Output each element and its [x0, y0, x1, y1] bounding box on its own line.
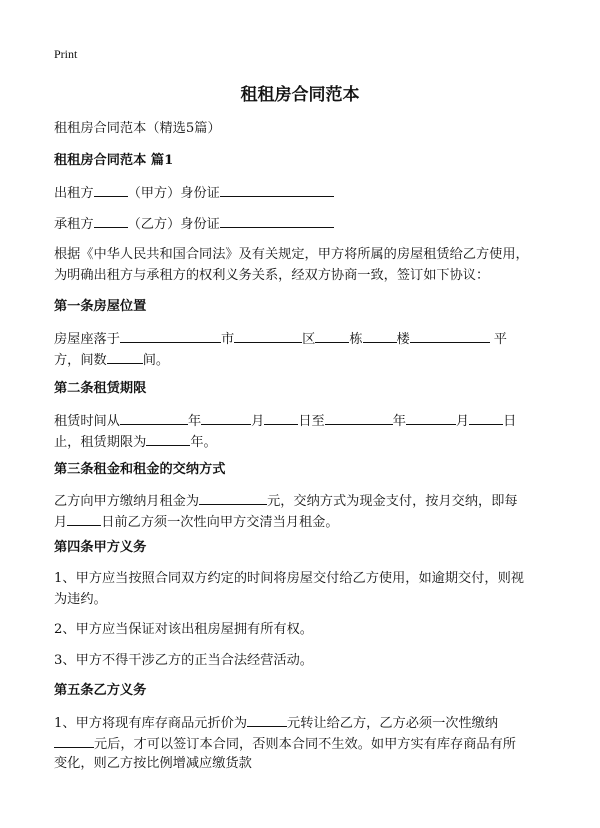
article3-line-1: 乙方向甲方缴纳月租金为 元，交纳方式为现金支付，按月交纳，即每 — [54, 494, 518, 509]
monthly-rent-blank — [199, 492, 267, 505]
rooms-blank — [107, 351, 143, 364]
article1-line-1: 房屋座落于 市 区 栋 楼 平 — [54, 332, 507, 347]
print-label: Print — [54, 47, 78, 61]
intro-line-1: 根据《中华人民共和国合同法》及有关规定，甲方将所属的房屋租赁给乙方使用， — [54, 247, 529, 262]
article3-heading: 第三条租金和租金的交纳方式 — [54, 462, 226, 477]
lessee-party: （乙方）身份证 — [127, 217, 220, 232]
end-day-blank — [469, 412, 503, 425]
payment-amount-blank — [54, 735, 94, 748]
payment-day-blank — [67, 513, 101, 526]
article2-heading: 第二条租赁期限 — [54, 381, 147, 396]
document-subtitle: 租租房合同范本（精选5篇） — [54, 121, 221, 136]
section-title: 租租房合同范本 篇1 — [54, 153, 174, 168]
start-month-blank — [201, 412, 251, 425]
lessor-party: （甲方）身份证 — [127, 186, 220, 201]
article2-line-1: 租赁时间从 年 月 日至 年 月 日 — [54, 414, 517, 429]
article4-item2: 2、甲方应当保证对该出租房屋拥有所有权。 — [54, 622, 313, 637]
article4-item1-line1: 1、甲方应当按照合同双方约定的时间将房屋交付给乙方使用，如逾期交付，则视 — [54, 571, 524, 586]
lessor-id-blank — [220, 184, 334, 197]
article4-item3: 3、甲方不得干涉乙方的正当合法经营活动。 — [54, 653, 313, 668]
article1-line-2: 方，间数 间。 — [54, 353, 170, 368]
term-years-blank — [146, 433, 190, 446]
article5-line-2: 元后，才可以签订本合同，否则本合同不生效。如甲方实有库存商品有所 — [54, 735, 516, 753]
article2-line-2: 止，租赁期限为 年。 — [54, 435, 217, 450]
discount-price-blank — [247, 714, 287, 727]
lessee-label: 承租方 — [54, 217, 94, 232]
end-year-blank — [325, 412, 393, 425]
article5-line-1: 1、甲方将现有库存商品元折价为 元转让给乙方，乙方必须一次性缴纳 — [54, 716, 499, 731]
start-day-blank — [264, 412, 298, 425]
lessor-name-blank — [94, 184, 128, 197]
document-title: 租租房合同范本 — [240, 85, 360, 105]
article4-item1-line2: 为违约。 — [54, 592, 107, 607]
lessee-id-blank — [220, 215, 334, 228]
article3-line-2: 月 日前乙方须一次性向甲方交清当月租金。 — [54, 515, 339, 530]
start-year-blank — [120, 412, 188, 425]
end-month-blank — [406, 412, 456, 425]
location-blank — [120, 330, 221, 343]
article5-heading: 第五条乙方义务 — [54, 683, 147, 698]
article4-heading: 第四条甲方义务 — [54, 540, 147, 555]
building-blank — [363, 330, 397, 343]
district-blank — [315, 330, 349, 343]
intro-line-2: 为明确出租方与承租方的权利义务关系，经双方协商一致，签订如下协议： — [54, 268, 490, 283]
lessee-line — [54, 215, 334, 233]
floor-blank — [410, 330, 490, 343]
article1-heading: 第一条房屋位置 — [54, 299, 147, 314]
lessee-name-blank — [94, 215, 128, 228]
city-blank — [234, 330, 302, 343]
article5-line-3: 变化，则乙方按比例增减应缴货款 — [54, 756, 252, 771]
lessor-label: 出租方 — [54, 186, 94, 201]
lessor-line — [54, 184, 334, 202]
